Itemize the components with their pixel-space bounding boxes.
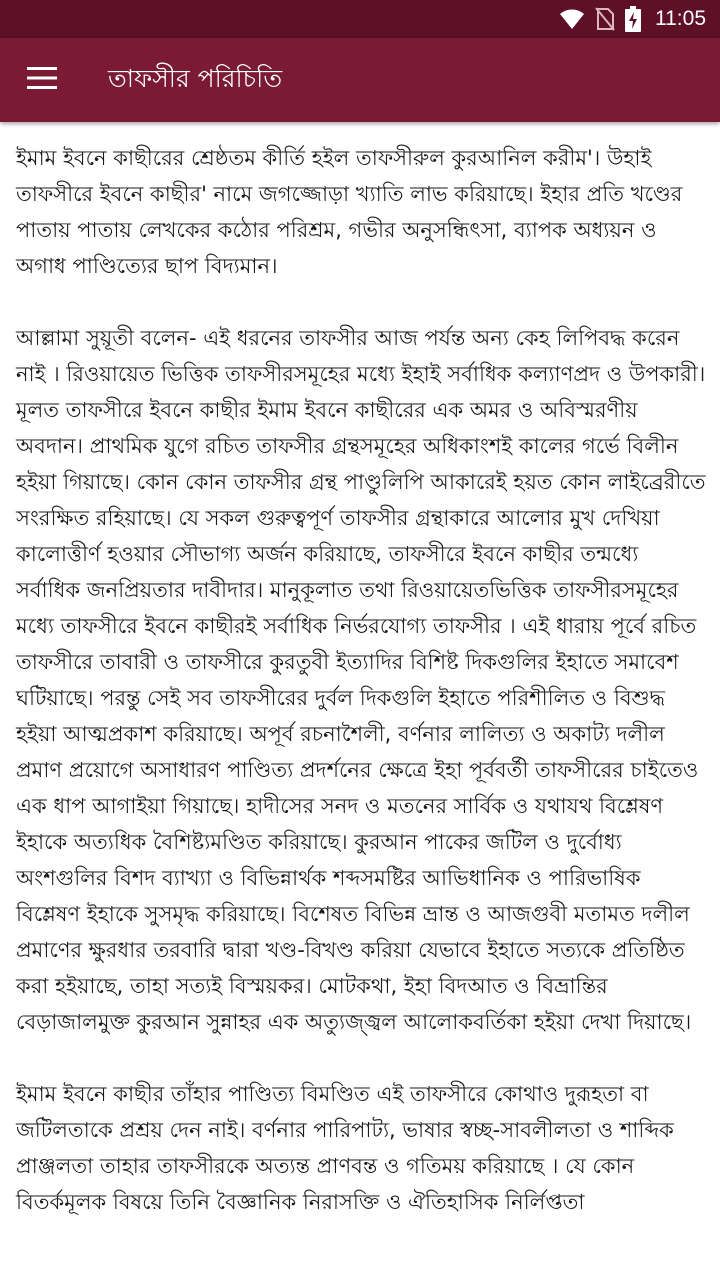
menu-button[interactable] — [0, 38, 84, 122]
no-sim-icon — [595, 7, 615, 31]
hamburger-menu-icon — [27, 67, 57, 93]
paragraph-3: ইমাম ইবনে কাছীর তাঁহার পাণ্ডিত্য বিমণ্ডিত এই তাফসীরে কোথাও দুরূহতা বা জটিলতাকে প্রশ্রয় দেন নাই। বর্ণনার পারিপাট্য, ভাষার স্বচ্ছ-সাবলীলতা ও শাব্দিক প্রাঞ্জলতা তাহার তাফসীরকে অত্যন্ত প্রাণবন্ত ও গতিময় করিয়াছে । যে কোন বিতর্কমূলক বিষয়ে তিনি বৈজ্ঞানিক নিরাসক্তি ও ঐতিহাসিক নির্লিপ্ততা — [16, 1082, 674, 1214]
status-time: 11:05 — [655, 7, 706, 30]
article-content[interactable] — [0, 126, 720, 1280]
app-title: তাফসীর পরিচিতি — [108, 63, 283, 93]
app-bar — [0, 38, 720, 122]
status-bar — [0, 0, 720, 38]
paragraph-2: আল্লামা সুয়ূতী বলেন- এই ধরনের তাফসীর আজ পর্যন্ত অন্য কেহ লিপিবদ্ধ করেন নাই । রিওয়ায়েত ভিত্তিক তাফসীরসমূহের মধ্যে ইহাই সর্বাধিক কল্যাণপ্রদ ও উপকারী। মূলত তাফসীরে ইবনে কাছীর ইমাম ইবনে কাছীরের এক অমর ও অবিস্মরণীয় অবদান। প্রাথমিক যুগে রচিত তাফসীর গ্রন্থসমূহের অধিকাংশই কালের গর্ভে বিলীন হইয়া গিয়াছে। কোন কোন তাফসীর গ্রন্থ পাণ্ডুলিপি আকারেই হয়ত কোন লাইব্রেরীতে সংরক্ষিত রহিয়াছে। যে সকল গুরুত্বপূর্ণ তাফসীর গ্রন্থাকারে আলোর মুখ দেখিয়া কালোত্তীর্ণ হওয়ার সৌভাগ্য অর্জন করিয়াছে, তাফসীরে ইবনে কাছীর তন্মধ্যে সর্বাধিক জনপ্রিয়তার দাবীদার। মানুকূলাত তথা রিওয়ায়েতভিত্তিক তাফসীরসমূহের মধ্যে তাফসীরে ইবনে কাছীরই সর্বাধিক নির্ভরযোগ্য তাফসীর । এই ধারায় পূর্বে রচিত তাফসীরে তাবারী ও তাফসীরে কুরতুবী ইত্যাদির বিশিষ্ট দিকগুলির ইহাতে সমাবেশ ঘটিয়াছে। পরন্তু সেই সব তাফসীরের দুর্বল দিকগুলি ইহাতে পরিশীলিত ও বিশুদ্ধ হইয়া আত্মপ্রকাশ করিয়াছে। অপূর্ব রচনাশৈলী, বর্ণনার লালিত্য ও অকাট্য দলীল প্রমাণ প্রয়োগে অসাধারণ পাণ্ডিত্য প্রদর্শনের ক্ষেত্রে ইহা পূর্ববর্তী তাফসীরের চাইতেও এক ধাপ আগাইয়া গিয়াছে। হাদীসের সনদ ও মতনের সার্বিক ও যথাযথ বিশ্লেষণ ইহাকে অত্যধিক বৈশিষ্ট্যমণ্ডিত করিয়াছে। কুরআন পাকের জটিল ও দুর্বোধ্য অংশগুলির বিশদ ব্যাখ্যা ও বিভিন্নার্থক শব্দসমষ্টির আভিধানিক ও পারিভাষিক বিশ্লেষণ ইহাকে সুসমৃদ্ধ করিয়াছে। বিশেষত বিভিন্ন ভ্রান্ত ও আজগুবী মতামত দলীল প্রমাণের ক্ষুরধার তরবারি দ্বারা খণ্ড-বিখণ্ড করিয়া যেভাবে ইহাতে সত্যকে প্রতিষ্ঠিত করা হইয়াছে, তাহা সত্যই বিস্ময়কর। মোটকথা, ইহা বিদআত ও বিভ্রান্তির বেড়াজালমুক্ত কুরআন সুন্নাহর এক অত্যুজ্জ্বল আলোকবর্তিকা হইয়া দেখা দিয়াছে। — [16, 326, 706, 1034]
status-icons — [559, 6, 706, 32]
paragraph-1: ইমাম ইবনে কাছীরের শ্রেষ্ঠতম কীর্তি হইল তাফসীরুল কুরআনিল করীম'। উহাই তাফসীরে ইবনে কাছীর' নামে জগজ্জোড়া খ্যাতি লাভ করিয়াছে। ইহার প্রতি খণ্ডের পাতায় পাতায় লেখকের কঠোর পরিশ্রম, গভীর অনুসন্ধিৎসা, ব্যাপক অধ্যয়ন ও অগাধ পাণ্ডিত্যের ছাপ বিদ্যমান। — [16, 146, 683, 278]
battery-charging-icon — [625, 6, 641, 32]
wifi-icon — [559, 8, 585, 30]
